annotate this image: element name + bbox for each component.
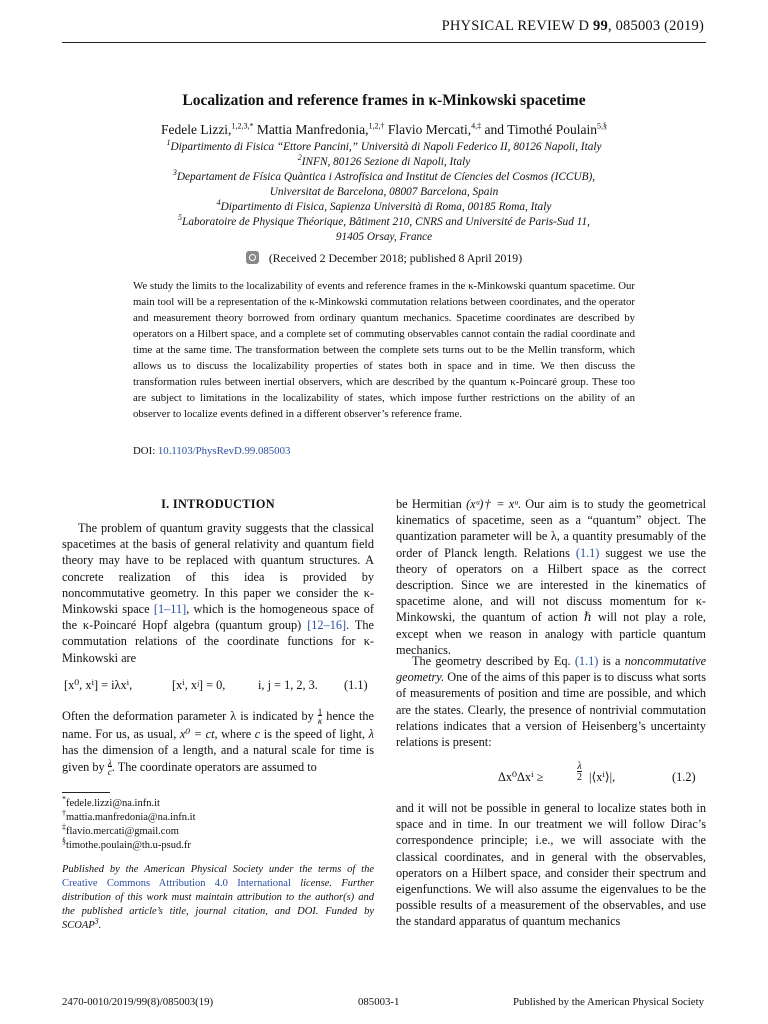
affiliation: $^2$INFN, 80126 Sezione di Napoli, Italy (297, 153, 471, 168)
affiliation: $^1$Dipartimento di Fisica “Ettore Pancini,” Università di Napoli Federico II, 80126 Napoli, Italy (166, 138, 602, 153)
doi-line: DOI: 10.1103/PhysRevD.99.085003 (133, 445, 291, 457)
equation-number: (1.1) (344, 678, 368, 692)
footnote-rule (62, 792, 110, 793)
abstract: We study the limits to the localizability of events and reference frames in the κ-Minkowski quantum spacetime. Our main tool will be a representation of the κ-Minkowski commutation relations between coordinates, and the operator and measurement theory borrowed from ordinary quantum mechanics. Spacetime coordinates are described by operators on a Hilbert space, and a complete set of commuting observables cannot contain the radial coordinate and time at the same time. The transformation between the complete sets turns out to be the Mellin transform, which allows us to discuss the localizability properties of states both in space and in time. We then discuss the transformation rules between inertial observers, which are described by the quantum κ-Poincaré group. These too are subject to limitations in the localizability of states, which impose further restrictions on the ability of an observer to localize events defined in a different observer’s reference frame. (133, 280, 635, 420)
open-access-notice: Published by the American Physical Society under the terms of the Creative Commons Attribution 4.0 International license. Further distribution of this work must maintain attribution to the author(s) and the published article’s title, journal citation, and DOI. Funded by SCOAP$^3$. (62, 864, 374, 931)
paper-title: Localization and reference frames in κ-Minkowski spacetime (182, 92, 586, 109)
received-dates: (Received 2 December 2018; published 8 April 2019) (0, 251, 768, 266)
header-rule (62, 42, 706, 43)
fraction-lambda-over-2: λ 2 (577, 761, 582, 783)
equation-ref-link[interactable]: (1.1) (575, 545, 600, 560)
footnote: *fedele.lizzi@na.infn.it (62, 794, 160, 809)
equation-number: (1.2) (672, 770, 696, 784)
footer-issn: 2470-0010/2019/99(8)/085003(19) (62, 996, 214, 1008)
affiliation: 91405 Orsay, France (335, 231, 433, 243)
affiliation: $^5$Laboratoire de Physique Théorique, Bâtiment 210, CNRS and Université de Paris-Sud 11, (178, 213, 590, 228)
section-heading: I. INTRODUCTION (161, 497, 275, 511)
author: Fedele Lizzi,$^{1,2,3,*}$ (160, 121, 254, 137)
journal-volume: 99 (593, 18, 608, 34)
intro-paragraph: be Hermitian (xᵘ)† = xᵘ. Our aim is to study the geometrical kinematics of spacetime, seen as a “quantum” object. The quantization parameter will be λ, a quantity presumably of the order of Planck length. Relations (1.1) suggest we use the theory of operators on a Hilbert space as the correct description. Since we are interested in the kinematics of spacetime alone, and will not discuss momentum for κ-Minkowski, the quantum of action ℏ will not play a role, except when we reason in analogy with particle quantum mechanics. (396, 497, 706, 657)
fraction-one-over-kappa: 1 κ (317, 707, 323, 727)
author: Mattia Manfredonia,$^{1,2,\dagger}$ (256, 121, 385, 137)
citation-link[interactable]: [12–16] (307, 618, 347, 633)
running-header (0, 18, 704, 35)
author: and Timothé Poulain$^{5,\S}$ (484, 121, 608, 137)
affiliation: $^4$Dipartimento di Fisica, Sapienza Università di Roma, 00185 Roma, Italy (216, 198, 552, 213)
intro-paragraph: The geometry described by Eq. (1.1) is a noncommutative geometry. One of the aims of this paper is to discuss what sorts of measurements of position and time are possible, and which are the states. Clearly, the presence of nontrivial commutation relations indicates that a version of Heisenberg’s uncertainty relations is present: (396, 654, 707, 750)
fraction-lambda-over-c: λ c (107, 757, 112, 777)
intro-paragraph: Often the deformation parameter λ is indicated by 1 κ hence the name. For us, as usual, x⁰ = ct, where c is the speed of light, λ has the dimension of a length, and a natural scale for time is given by λ c. The coordinate operators are assumed to (62, 707, 374, 777)
article-number: , 085003 (2019) (607, 18, 704, 34)
author: Flavio Mercati,$^{4,\ddagger}$ (387, 121, 482, 137)
journal-name: PHYSICAL REVIEW D (441, 18, 590, 34)
doi-link[interactable]: 10.1103/PhysRevD.99.085003 (157, 445, 291, 457)
intro-paragraph: The problem of quantum gravity suggests that the classical spacetimes at the basis of general relativity and quantum field theory may have to be replaced with quantum structures. A concrete realization of this idea is provided by noncommutative geometry. In this paper we consider the κ-Minkowski space [1–11], which is the homogeneous space of the κ-Poincaré Hopf algebra (quantum group) [12–16]. The commutation relations of the coordinate functions for κ-Minkowski are (62, 521, 375, 665)
footnote: ‡flavio.mercati@gmail.com (62, 822, 179, 837)
author-list (0, 122, 768, 138)
intro-paragraph: and it will not be possible in general to localize states both in space and in time. In our treatment we will follow Dirac’s correspondence principle; i.e., we will associate with the classical coordinates, and in general with the observables, operators on a Hilbert space, and consider their spectrum and eigenfunctions. We will also assume the eigenvalues to be the possible results of a measurement of the observables, and use the standard apparatus of quantum mechanics (396, 801, 706, 929)
license-link[interactable]: Creative Commons Attribution 4.0 International (62, 878, 291, 889)
footer-publisher: Published by the American Physical Society (512, 996, 704, 1008)
affiliation: $^3$Departament de Física Quàntica i Astrofísica and Institut de Cíencies del Cosmos (ICCUB), (172, 168, 596, 183)
crossmark-icon[interactable] (246, 251, 259, 264)
affiliation: Universitat de Barcelona, 08007 Barcelona, Spain (269, 186, 499, 198)
citation-link[interactable]: [1–11] (153, 602, 187, 617)
footnote: §timothe.poulain@th.u-psud.fr (62, 836, 191, 851)
page-number: 085003-1 (358, 996, 400, 1008)
equation-ref-link[interactable]: (1.1) (574, 654, 599, 668)
footnote: †mattia.manfredonia@na.infn.it (62, 808, 196, 823)
